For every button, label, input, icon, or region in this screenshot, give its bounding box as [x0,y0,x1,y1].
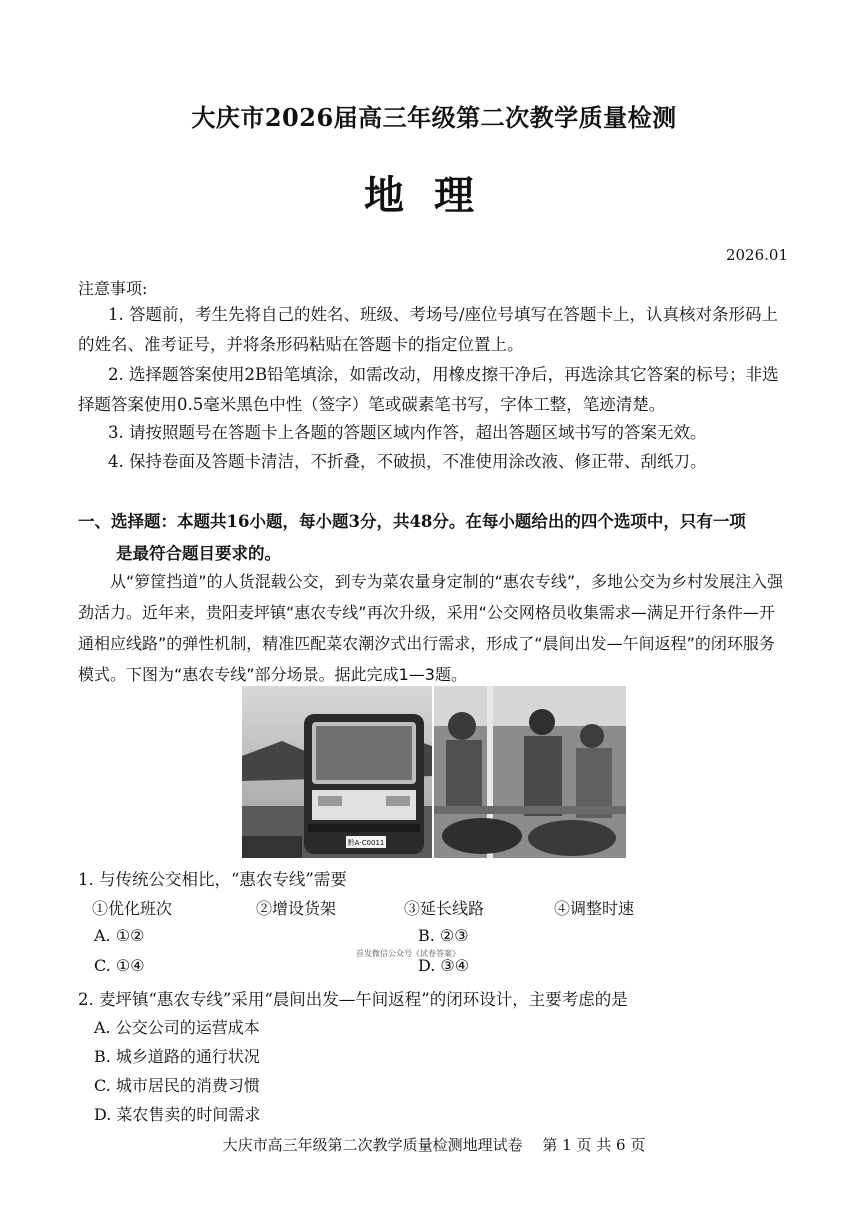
q1-option-b: B. ②③ [418,926,469,945]
notice-item-4: 4. 保持卷面及答题卡清洁，不折叠，不破损，不准使用涂改液、修正带、刮纸刀。 [108,452,707,471]
bus-shape [304,714,424,854]
bus-plate: 黔A·C0011 [347,839,385,847]
q1-stem: 1. 与传统公交相比，“惠农专线”需要 [78,870,347,889]
q2-option-d: D. 菜农售卖的时间需求 [94,1105,261,1124]
subject-title: 地理 [364,172,504,219]
q1-option-d: D. ③④ [418,956,470,975]
section-heading [78,506,790,570]
notice-item-3: 3. 请按照题号在答题卡上各题的答题区域内作答，超出答题区域书写的答案无效。 [108,423,707,442]
passage [78,566,790,690]
exam-date: 2026.01 [725,246,788,264]
watermark: 首发微信公众号《试卷答案》 [356,949,460,958]
q2-option-b: B. 城乡道路的通行状况 [94,1047,260,1066]
q2-stem: 2. 麦坪镇“惠农专线”采用“晨间出发—午间返程”的闭环设计，主要考虑的是 [78,990,628,1009]
page-footer: 大庆市高三年级第二次教学质量检测地理试卷 第 1 页 共 6 页 [222,1136,646,1154]
q1-option-c: C. ①④ [94,956,145,975]
bus-scene-photo [242,686,626,858]
q1-item-4: ④调整时速 [554,899,635,918]
q1-item-3: ③延长线路 [404,899,485,918]
q1-item-1: ①优化班次 [92,899,173,918]
notice-heading: 注意事项: [78,279,148,298]
q1-option-a: A. ①② [94,926,145,945]
q1-item-2: ②增设货架 [256,899,337,918]
q2-option-c: C. 城市居民的消费习惯 [94,1076,260,1095]
bus-scene-figure [242,686,626,858]
q2-option-a: A. 公交公司的运营成本 [94,1018,260,1037]
notice-item-1: 1. 答题前，考生先将自己的姓名、班级、考场号/座位号填写在答题卡上，认真核对条形码上的姓名、准考证号，并将条形码粘贴在答题卡的指定位置上。 [78,305,779,354]
passage-text: 从“箩筐挡道”的人货混载公交，到专为菜农量身定制的“惠农专线”，多地公交为乡村发展注入强劲活力。近年来，贵阳麦坪镇“惠农专线”再次升级，采用“公交网格员收集需求—满足开行条件—开通相应线路”的弹性机制，精准匹配菜农潮汐式出行需求，形成了“晨间出发—午间返程”的闭环服务模式。下图为“惠农专线”部分场景。据此完成1—3题。 [78,572,784,684]
exam-title: 大庆市2026届高三年级第二次教学质量检测 [191,103,677,132]
section-heading-line1: 一、选择题：本题共16小题，每小题3分，共48分。在每小题给出的四个选项中，只有一项 [78,512,746,531]
notice-item-2: 2. 选择题答案使用2B铅笔填涂，如需改动，用橡皮擦干净后，再选涂其它答案的标号；非选择题答案使用0.5毫米黑色中性（签字）笔或碳素笔书写，字体工整，笔迹清楚。 [78,365,779,414]
section-heading-line2: 是最符合题目要求的。 [116,544,281,563]
